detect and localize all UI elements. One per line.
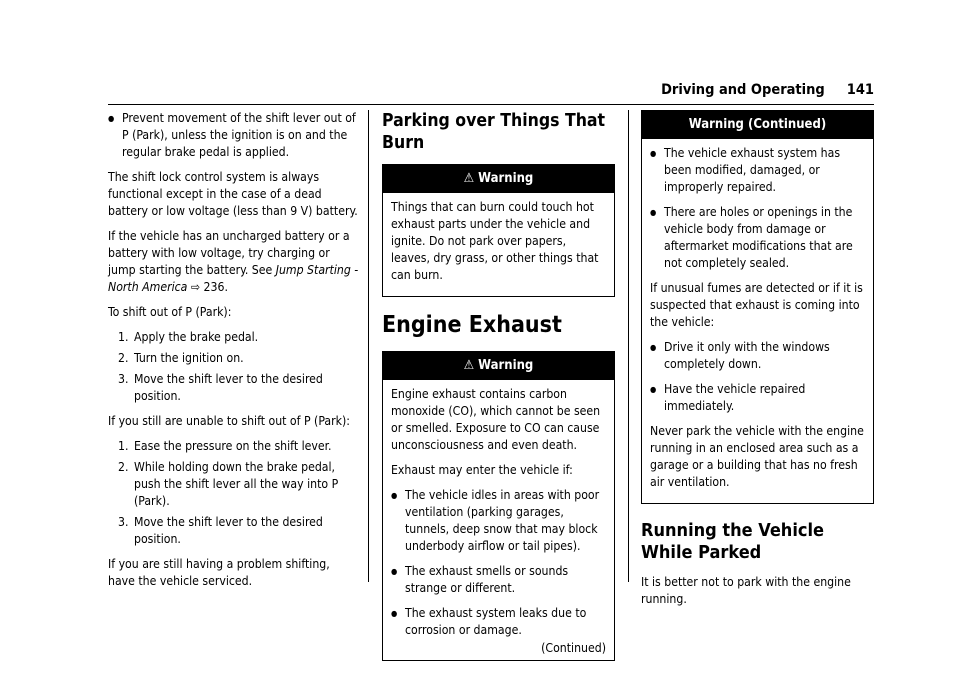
warning-triangle-icon: ⚠ xyxy=(463,171,475,186)
paragraph: It is better not to park with the engine running. xyxy=(641,575,851,606)
bullet-item: ● Prevent movement of the shift lever out of P (Park), unless the ignition is on and the regular brake pedal is applied. xyxy=(108,110,360,161)
warning-box xyxy=(382,351,615,661)
warning-header: Warning (Continued) xyxy=(642,111,873,139)
header-rule xyxy=(108,104,874,105)
step-item xyxy=(108,459,360,510)
page-number: 141 xyxy=(846,82,874,98)
paragraph: If you still are unable to shift out of P (Park): xyxy=(108,414,350,428)
step-item xyxy=(108,329,360,346)
bullet-item: ● The exhaust system leaks due to corrosion or damage. xyxy=(391,605,606,639)
step-item xyxy=(108,350,360,367)
warning-body xyxy=(383,193,614,296)
column-divider-2 xyxy=(628,110,629,582)
step-number: 3. xyxy=(118,372,129,386)
bullet-item: ● The vehicle exhaust system has been modified, damaged, or improperly repaired. xyxy=(650,145,865,196)
bullet-item: ● Have the vehicle repaired immediately. xyxy=(650,381,865,415)
step-number: 3. xyxy=(118,515,129,529)
bullet-item: ● The vehicle idles in areas with poor ventilation (parking garages, tunnels, deep snow that may block underbody airflow or tail pipes). xyxy=(391,487,606,555)
column-divider-1 xyxy=(368,110,369,582)
warning-text: Never park the vehicle with the engine running in an enclosed area such as a garage or a building that has no fresh air ventilation. xyxy=(650,424,864,489)
warning-box xyxy=(641,110,874,504)
step-item xyxy=(108,371,360,405)
steps-list-1 xyxy=(108,329,360,405)
column-1 xyxy=(108,110,360,598)
section-heading: Running the Vehicle While Parked xyxy=(641,520,825,563)
page-reference[interactable]: ⇨ 236. xyxy=(190,280,228,294)
steps-list-2 xyxy=(108,438,360,548)
warning-text: Engine exhaust contains carbon monoxide (CO), which cannot be seen or smelled. Exposure to CO can cause unconsciousness and even death. xyxy=(391,387,601,452)
step-text: While holding down the brake pedal, push the shift lever all the way into P (Park). xyxy=(134,460,339,508)
step-text: Turn the ignition on. xyxy=(134,351,244,365)
step-text: Apply the brake pedal. xyxy=(134,330,259,344)
section-title: Driving and Operating xyxy=(661,82,825,98)
column-2 xyxy=(382,110,615,673)
paragraph: If you are still having a problem shifting, have the vehicle serviced. xyxy=(108,557,330,588)
paragraph xyxy=(108,228,360,296)
step-number: 1. xyxy=(118,330,129,344)
section-heading: Parking over Things That Burn xyxy=(382,111,606,153)
major-heading: Engine Exhaust xyxy=(382,312,562,338)
warning-header xyxy=(383,352,614,380)
step-text: Ease the pressure on the shift lever. xyxy=(134,439,332,453)
paragraph: To shift out of P (Park): xyxy=(108,305,232,319)
step-number: 1. xyxy=(118,439,129,453)
bullet-item: ● The exhaust smells or sounds strange or different. xyxy=(391,563,606,597)
warning-title: Warning xyxy=(478,358,534,373)
bullet-item: ● There are holes or openings in the vehicle body from damage or aftermarket modifications that are not completely sealed. xyxy=(650,204,865,272)
warning-text: Things that can burn could touch hot exhaust parts under the vehicle and ignite. Do not park over papers, leaves, dry grass, or other things that can burn. xyxy=(391,200,599,282)
continued-label: (Continued) xyxy=(541,641,606,655)
page-header xyxy=(661,82,874,99)
step-text: Move the shift lever to the desired position. xyxy=(134,372,323,403)
bullet-item: ● Drive it only with the windows completely down. xyxy=(650,339,865,373)
cross-reference-link[interactable]: Jump Starting - North America xyxy=(108,263,359,294)
warning-box xyxy=(382,164,615,297)
step-item xyxy=(108,438,360,455)
warning-text: Exhaust may enter the vehicle if: xyxy=(391,463,573,477)
paragraph-text: If the vehicle has an uncharged battery or a battery with low voltage, try charging or jump starting the battery. See xyxy=(108,229,350,277)
warning-body xyxy=(642,139,873,503)
step-text: Move the shift lever to the desired position. xyxy=(134,515,323,546)
step-number: 2. xyxy=(118,351,129,365)
warning-title: Warning xyxy=(478,171,534,186)
warning-body xyxy=(383,380,614,660)
warning-header xyxy=(383,165,614,193)
paragraph: The shift lock control system is always functional except in the case of a dead battery or low voltage (less than 9 V) battery. xyxy=(108,170,358,218)
step-number: 2. xyxy=(118,460,129,474)
warning-text: If unusual fumes are detected or if it is suspected that exhaust is coming into the vehicle: xyxy=(650,281,863,329)
warning-triangle-icon: ⚠ xyxy=(463,358,475,373)
column-3 xyxy=(641,110,874,616)
step-item xyxy=(108,514,360,548)
